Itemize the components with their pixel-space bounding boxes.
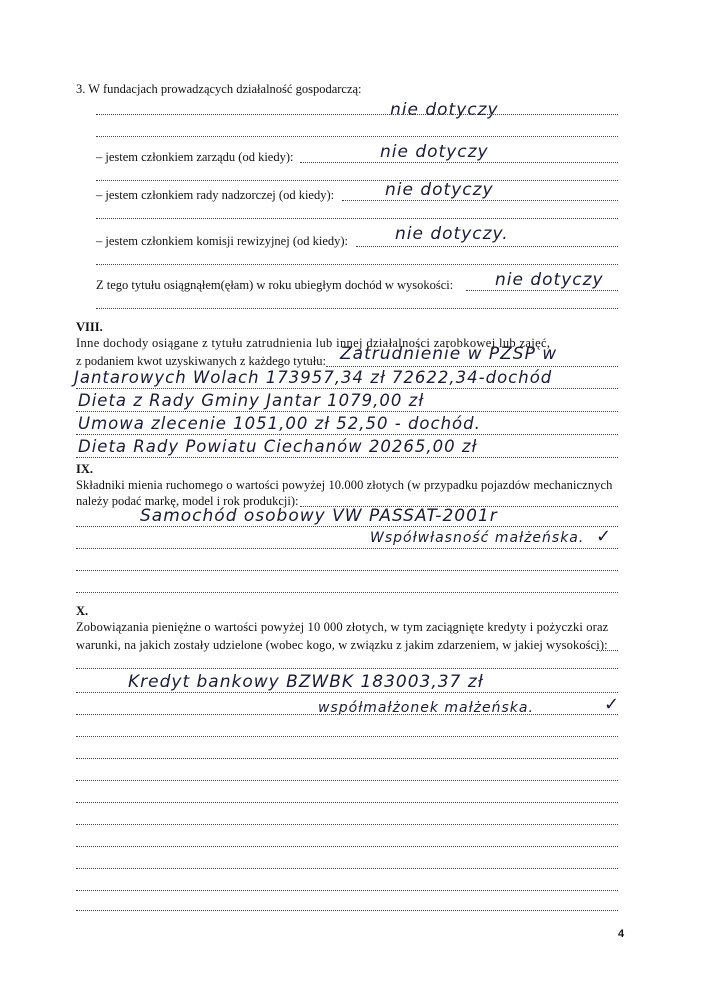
x-handwritten-line1: Kredyt bankowy BZWBK 183003,37 zł [128, 672, 484, 692]
viii-handwritten-line1: Zatrudnienie w PZSP w [340, 344, 558, 364]
ix-handwritten-line2: Współwłasność małżeńska. [370, 530, 585, 546]
dochod-label: Z tego tytułu osiągnąłem(ęłam) w roku ubiegłym dochód w wysokości: [96, 278, 454, 292]
answer-line [76, 411, 618, 412]
rada-label: – jestem członkiem rady nadzorczej (od kiedy): [96, 188, 335, 202]
answer-line [76, 868, 618, 869]
viii-handwritten-line5: Dieta Rady Powiatu Ciechanów 20265,00 zł [78, 437, 478, 456]
answer-line [96, 180, 618, 181]
viii-handwritten-line3: Dieta z Rady Gminy Jantar 1079,00 zł [78, 391, 425, 410]
viii-handwritten-line2: Jantarowych Wolach 173957,34 zł 72622,34-dochód [74, 368, 553, 387]
answer-line [76, 910, 618, 911]
answer-line [76, 736, 618, 737]
answer-line [466, 290, 618, 291]
answer-line [356, 246, 618, 247]
answer-line [76, 758, 618, 759]
section-viii-text-line2: z podaniem kwot uzyskiwanych z każdego tytułu: [76, 354, 326, 368]
answer-line [96, 114, 618, 115]
answer-line [76, 388, 618, 389]
x-handwritten-line2: współmałżonek małżeńska. [318, 700, 534, 716]
answer-line [76, 846, 618, 847]
checkmark-icon: ✓ [596, 526, 612, 547]
answer-line [96, 264, 618, 265]
komisja-label: – jestem członkiem komisji rewizyjnej (od kiedy): [96, 234, 349, 248]
answer-line [76, 526, 618, 527]
answer-line [596, 650, 618, 651]
section-3-heading: 3. W fundacjach prowadzących działalność gospodarczą: [76, 82, 362, 96]
answer-line [342, 200, 618, 201]
page-number: 4 [618, 928, 625, 940]
checkmark-icon: ✓ [604, 694, 620, 715]
section-viii-text-line1: Inne dochody osiągane z tytułu zatrudnienia lub innej działalności zarobkowej lub zajęć, [76, 336, 551, 350]
answer-line [76, 434, 618, 435]
answer-line [326, 366, 618, 367]
section-3-handwritten-answer: nie dotyczy [390, 100, 499, 120]
ix-handwritten-line1: Samochód osobowy VW PASSAT-2001r [140, 506, 498, 526]
rada-handwritten-value: nie dotyczy [385, 180, 494, 200]
section-ix-text-line2: należy podać markę, model i rok produkcji): [76, 494, 299, 508]
answer-line [76, 548, 618, 549]
section-ix-text-line1: Składniki mienia ruchomego o wartości powyżej 10.000 złotych (w przypadku pojazdów mechanicznych [76, 478, 613, 492]
section-ix-number: IX. [76, 462, 94, 476]
section-x-text-line2: warunki, na jakich zostały udzielone (wobec kogo, w związku z jakim zdarzeniem, w jakiej wysokości): [76, 638, 608, 652]
answer-line [76, 714, 618, 715]
answer-line [76, 668, 618, 669]
answer-line [76, 457, 618, 458]
answer-line [76, 692, 618, 693]
viii-handwritten-line4: Umowa zlecenie 1051,00 zł 52,50 - dochód. [78, 414, 481, 433]
zarzad-handwritten-value: nie dotyczy [380, 142, 489, 162]
answer-line [76, 802, 618, 803]
answer-line [76, 592, 618, 593]
section-viii-number: VIII. [76, 320, 103, 334]
dochod-handwritten-value: nie dotyczy [495, 270, 604, 290]
answer-line [76, 890, 618, 891]
komisja-handwritten-value: nie dotyczy. [395, 224, 509, 244]
section-x-number: X. [76, 604, 89, 618]
answer-line [76, 780, 618, 781]
answer-line [76, 824, 618, 825]
answer-line [96, 218, 618, 219]
answer-line [96, 136, 618, 137]
zarzad-label: – jestem członkiem zarządu (od kiedy): [96, 150, 294, 164]
answer-line [300, 162, 618, 163]
section-x-text-line1: Zobowiązania pieniężne o wartości powyżej 10 000 złotych, w tym zaciągnięte kredyty i pożyczki oraz [76, 620, 609, 634]
answer-line [96, 308, 618, 309]
answer-line [76, 570, 618, 571]
